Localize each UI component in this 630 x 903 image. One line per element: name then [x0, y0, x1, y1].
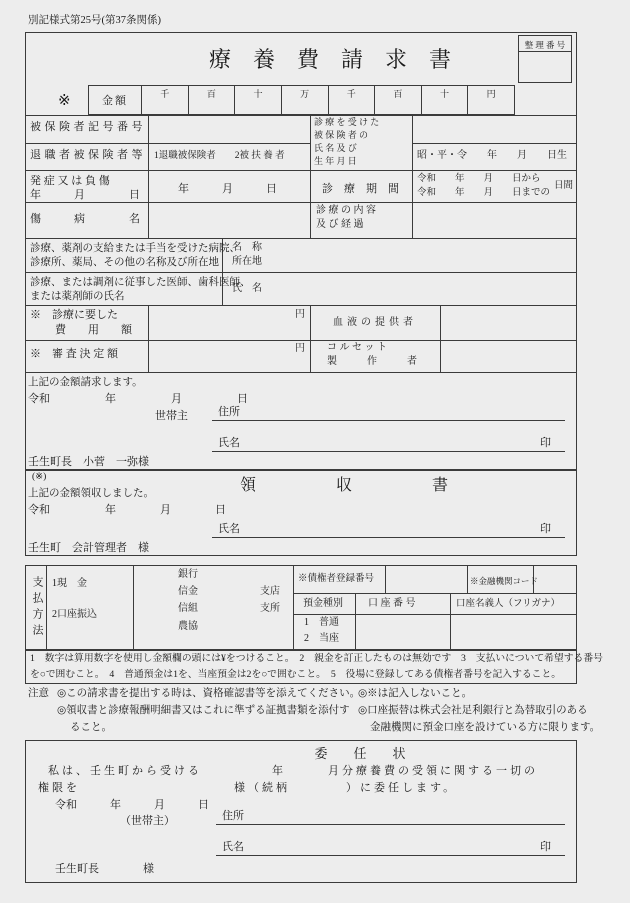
branch-type-shisho[interactable]: 支所 — [260, 603, 280, 614]
amount-digit-cell-8[interactable] — [467, 86, 514, 114]
power-line2: 権限を 様（続柄 ）に委任します。 — [38, 782, 458, 794]
unit-label: 円 — [486, 89, 496, 99]
amount-digit-cell-5[interactable] — [328, 86, 375, 114]
reference-number-label: 整 理 番 号 — [519, 36, 571, 52]
blood-donor-field[interactable] — [441, 306, 576, 339]
payment-option-cash[interactable]: 1現 金 — [52, 578, 87, 589]
treatment-cost-unit: 円 — [295, 309, 305, 320]
amount-digit-cell-2[interactable] — [188, 86, 235, 114]
grid-line — [310, 115, 311, 238]
caution-label: 注意 — [28, 688, 49, 699]
receipt-marker: (※) — [32, 472, 47, 482]
grid-line — [25, 170, 577, 171]
claim-name-field[interactable] — [212, 435, 565, 452]
period-days-label: 日間 — [554, 181, 574, 191]
amount-label: 金額 — [102, 95, 128, 107]
claim-addressee: 壬生町長 小菅 一弥様 — [28, 456, 149, 468]
review-decision-label: ※ 審 査 決 定 額 — [30, 348, 118, 360]
power-addressee: 壬生町長 様 — [55, 863, 154, 875]
unit-label: 千 — [346, 89, 356, 99]
form-number: 別記様式第25号(第37条関係) — [28, 15, 161, 26]
corset-maker-label-line2: 製 作 者 — [327, 356, 417, 367]
account-number-field[interactable] — [356, 615, 449, 649]
grid-line — [133, 565, 134, 650]
receipt-name-field[interactable] — [212, 521, 565, 538]
patient-label-line2: 被 保 険 者 の — [314, 130, 369, 140]
treatment-cost-label-line2: 費 用 額 — [55, 324, 132, 336]
hospital-address-label: 所在地 — [232, 256, 262, 267]
grid-line — [467, 565, 468, 593]
corset-maker-field[interactable] — [441, 341, 576, 371]
householder-label: 世帯主 — [155, 410, 188, 422]
patient-label-line3: 氏 名 及 び — [314, 143, 357, 153]
patient-name-field[interactable] — [413, 116, 576, 142]
creditor-number-field[interactable] — [386, 566, 466, 592]
seal-mark: 印 — [540, 437, 551, 449]
caution-right-line3: 金融機関に預金口座を設けている方に限ります。 — [370, 722, 601, 733]
caution-right-line1: ◎※は記入しないこと。 — [358, 688, 473, 699]
receipt-statement: 上記の金額領収しました。 — [28, 488, 154, 499]
unit-label: 百 — [206, 89, 216, 99]
hospital-label-line1: 診療、薬剤の支給または手当を受けた病院、 — [30, 243, 240, 254]
grid-line — [310, 305, 311, 372]
bank-code-label: ※金融機関コード — [470, 576, 539, 586]
name-label: 氏名 — [222, 841, 244, 853]
power-address-field[interactable] — [216, 808, 565, 825]
grid-line — [412, 143, 577, 144]
claim-statement: 上記の金額請求します。 — [28, 377, 143, 388]
grid-line — [25, 372, 577, 373]
address-label: 住所 — [222, 810, 244, 822]
hospital-label-line2: 診療所、薬局、その他の名称及び所在地 — [30, 257, 219, 268]
caution-right-line2: ◎口座振替は株式会社足利銀行と為替取引のある — [358, 705, 588, 716]
name-label: 氏名 — [218, 523, 240, 535]
caution-left-line2: ◎領収書と診療報酬明細書又はこれに準ずる証拠書類を添付す — [57, 705, 350, 716]
notes-line2: を○で囲むこと。 4 普通預金は1を、当座預金は2を○で囲むこと。 5 役場に登録してある債権者番号を記入すること。 — [30, 669, 562, 680]
insured-symbol-field[interactable] — [149, 116, 309, 142]
reference-number-field[interactable] — [519, 52, 571, 83]
deposit-option-ordinary[interactable]: 1 普通 — [304, 617, 339, 628]
treatment-content-label-line2: 及 び 経 過 — [316, 219, 364, 230]
treatment-period-label: 診 療 期 間 — [322, 183, 399, 195]
creditor-number-label: ※債権者登録番号 — [298, 574, 375, 584]
review-decision-unit: 円 — [295, 343, 305, 354]
amount-digit-cell-6[interactable] — [374, 86, 421, 114]
claim-date-line[interactable]: 令和 年 月 日 — [28, 393, 248, 405]
amount-digit-cell-3[interactable] — [234, 86, 281, 114]
address-label: 住所 — [218, 406, 240, 418]
name-label: 氏名 — [218, 437, 240, 449]
onset-date-value[interactable]: 年 月 日 — [178, 183, 277, 195]
onset-label-line2: 年 月 日 — [30, 189, 140, 201]
claim-address-field[interactable] — [212, 404, 565, 421]
power-householder-label: （世帯主） — [120, 815, 175, 827]
review-decision-field[interactable] — [149, 341, 289, 371]
seal-mark: 印 — [540, 523, 551, 535]
bank-type-nokyo[interactable]: 農協 — [178, 621, 198, 632]
grid-line — [46, 565, 47, 650]
amount-asterisk: ※ — [58, 93, 71, 109]
unit-label: 千 — [160, 89, 170, 99]
deposit-option-current[interactable]: 2 当座 — [304, 633, 339, 644]
retiree-options[interactable]: 1退職被保険者 2被 扶 養 者 — [154, 151, 285, 161]
dob-value[interactable]: 昭・平・令 年 月 日生 — [417, 150, 567, 161]
unit-label: 十 — [440, 89, 450, 99]
doctor-label-line1: 診療、または調剤に従事した医師、歯科医師、 — [30, 277, 251, 288]
bank-type-bank[interactable]: 銀行 — [178, 569, 198, 580]
grid-line — [293, 593, 577, 594]
blood-donor-label: 血液の提供者 — [333, 317, 417, 328]
payment-method-label: 支払方法 — [31, 576, 43, 640]
power-line1: 私は、壬生町から受ける 年 月分療養費の受領に関する一切の — [48, 765, 538, 777]
power-date-line[interactable]: 令和 年 月 日 — [55, 799, 209, 811]
unit-label: 百 — [393, 89, 403, 99]
bank-type-shinkin[interactable]: 信金 — [178, 586, 198, 597]
insured-symbol-label: 被保険者記号番号 — [30, 121, 146, 133]
doctor-name-field[interactable] — [266, 273, 576, 304]
receipt-title: 領 収 書 — [240, 477, 449, 494]
payment-option-transfer[interactable]: 2口座振込 — [52, 609, 97, 620]
treatment-cost-label-line1: ※ 診療に要した — [30, 309, 118, 321]
onset-label-line1: 発 症 又 は 負 傷 — [30, 175, 110, 187]
treatment-content-field[interactable] — [413, 203, 576, 237]
corset-maker-label-line1: コ ル セ ッ ト — [327, 342, 387, 353]
account-number-label: 口 座 番 号 — [368, 598, 416, 609]
deposit-type-label: 預金種別 — [303, 598, 343, 609]
hospital-name-label: 名 称 — [232, 242, 262, 253]
doctor-name-label: 氏 名 — [232, 283, 262, 294]
seal-mark: 印 — [540, 841, 551, 853]
disease-name-label: 傷 病 名 — [30, 213, 140, 225]
account-holder-label: 口座名義人（フリガナ） — [456, 599, 561, 609]
power-title: 委 任 状 — [314, 746, 406, 761]
period-to-value[interactable]: 令和 年 月 日までの — [417, 188, 551, 198]
period-from-value[interactable]: 令和 年 月 日から — [417, 174, 541, 184]
doctor-label-line2: または薬剤師の氏名 — [30, 291, 125, 302]
retiree-label: 退職者被保険者等 — [30, 149, 146, 161]
account-holder-field[interactable] — [451, 615, 576, 649]
grid-line — [293, 565, 294, 650]
power-name-field[interactable] — [216, 839, 565, 856]
receipt-addressee: 壬生町 会計管理者 様 — [28, 542, 149, 554]
unit-label: 万 — [300, 89, 310, 99]
notes-line1: 1 数字は算用数字を使用し金額欄の頭には¥をつけること。 2 親金を訂正したものは無効です 3 支払いについて希望する番号 — [30, 653, 603, 664]
patient-label-line1: 診 療 を 受 け た — [314, 117, 380, 127]
grid-line — [25, 143, 311, 144]
branch-type-shiten[interactable]: 支店 — [260, 586, 280, 597]
form-title: 療 養 費 請 求 書 — [208, 47, 451, 72]
amount-digit-cell-7[interactable] — [421, 86, 468, 114]
caution-left-line3: ること。 — [70, 722, 112, 733]
hospital-name-address-field[interactable] — [266, 239, 576, 271]
reference-number-box — [518, 35, 572, 83]
treatment-content-label-line1: 診 療 の 内 容 — [316, 205, 376, 216]
caution-left-line1: ◎この請求書を提出する時は、資格確認書等を添えてください。 — [57, 688, 361, 699]
bank-type-shinso[interactable]: 信組 — [178, 603, 198, 614]
amount-digit-cell-1[interactable] — [141, 86, 188, 114]
patient-label-line4: 生 年 月 日 — [314, 156, 357, 166]
unit-label: 十 — [253, 89, 263, 99]
disease-name-field[interactable] — [149, 203, 309, 237]
amount-digit-cell-4[interactable] — [281, 86, 328, 114]
treatment-cost-field[interactable] — [149, 306, 289, 339]
bank-code-field[interactable] — [534, 566, 576, 592]
receipt-date-line[interactable]: 令和 年 月 日 — [28, 504, 226, 516]
amount-table — [88, 85, 515, 115]
